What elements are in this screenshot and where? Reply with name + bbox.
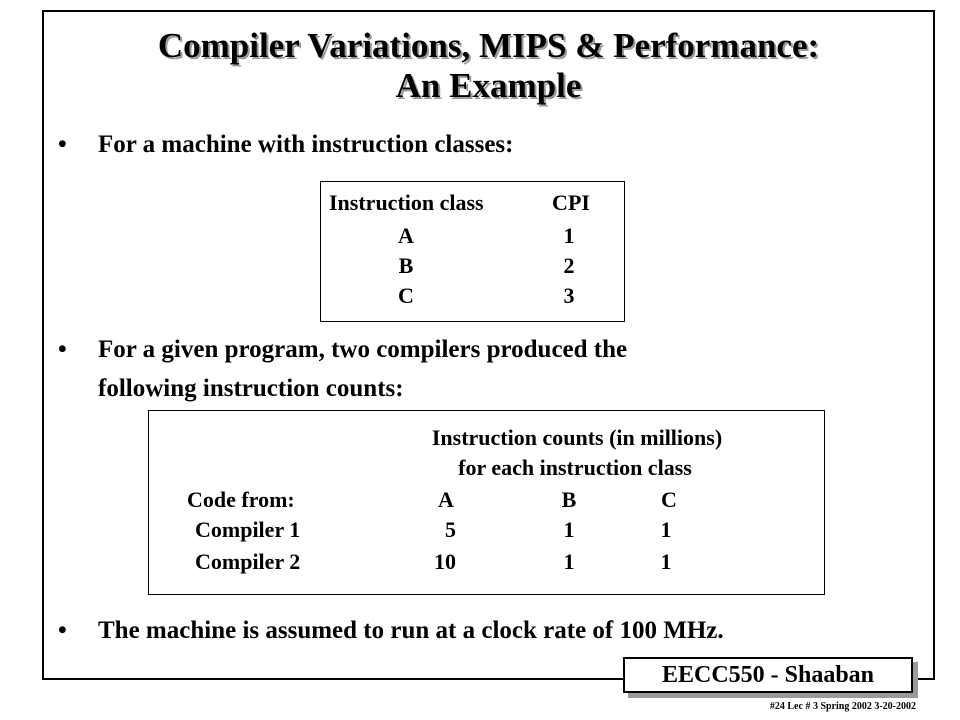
title-line-2: An Example	[395, 66, 582, 105]
bullet-dot: •	[58, 336, 67, 363]
column-c: C	[661, 487, 677, 512]
cpi-class-a: A	[398, 223, 414, 248]
compiler-1-count-a: 5	[445, 517, 456, 542]
slide-footer: #24 Lec # 3 Spring 2002 3-20-2002	[769, 701, 916, 712]
course-badge: EECC550 - Shaaban	[623, 657, 913, 693]
title-line-1: Compiler Variations, MIPS & Performance:	[157, 26, 820, 65]
cpi-value-b: 2	[563, 253, 575, 278]
bullet-2-text-line-2: following instruction counts:	[98, 375, 404, 402]
counts-header-line-1: Instruction counts (in millions)	[431, 425, 723, 450]
bullet-dot: •	[58, 617, 67, 644]
compiler-2-count-b: 1	[563, 549, 575, 574]
cpi-header-class: Instruction class	[329, 190, 484, 215]
bullet-2-text-line-1: For a given program, two compilers produced the	[98, 336, 628, 363]
slide-title	[42, 26, 935, 106]
compiler-1-count-c: 1	[660, 517, 672, 542]
compiler-1-label: Compiler 1	[195, 517, 301, 542]
column-a: A	[438, 487, 454, 512]
bullet-3-text: The machine is assumed to run at a clock rate of 100 MHz.	[98, 617, 724, 644]
counts-header-line-2: for each instruction class	[458, 455, 692, 480]
bullet-dot: •	[58, 131, 67, 158]
compiler-1-count-b: 1	[563, 517, 575, 542]
code-from-label: Code from:	[187, 487, 295, 512]
compiler-2-count-a: 10	[434, 549, 456, 574]
cpi-value-a: 1	[563, 223, 575, 248]
instruction-count-table	[148, 410, 825, 595]
column-b: B	[561, 487, 577, 512]
cpi-header-cpi: CPI	[552, 190, 590, 215]
compiler-2-label: Compiler 2	[195, 549, 301, 574]
cpi-class-c: C	[398, 283, 414, 308]
bullet-1-text: For a machine with instruction classes:	[98, 131, 514, 158]
cpi-class-b: B	[398, 253, 414, 278]
cpi-value-c: 3	[563, 283, 575, 308]
cpi-table	[320, 181, 625, 322]
compiler-2-count-c: 1	[660, 549, 672, 574]
